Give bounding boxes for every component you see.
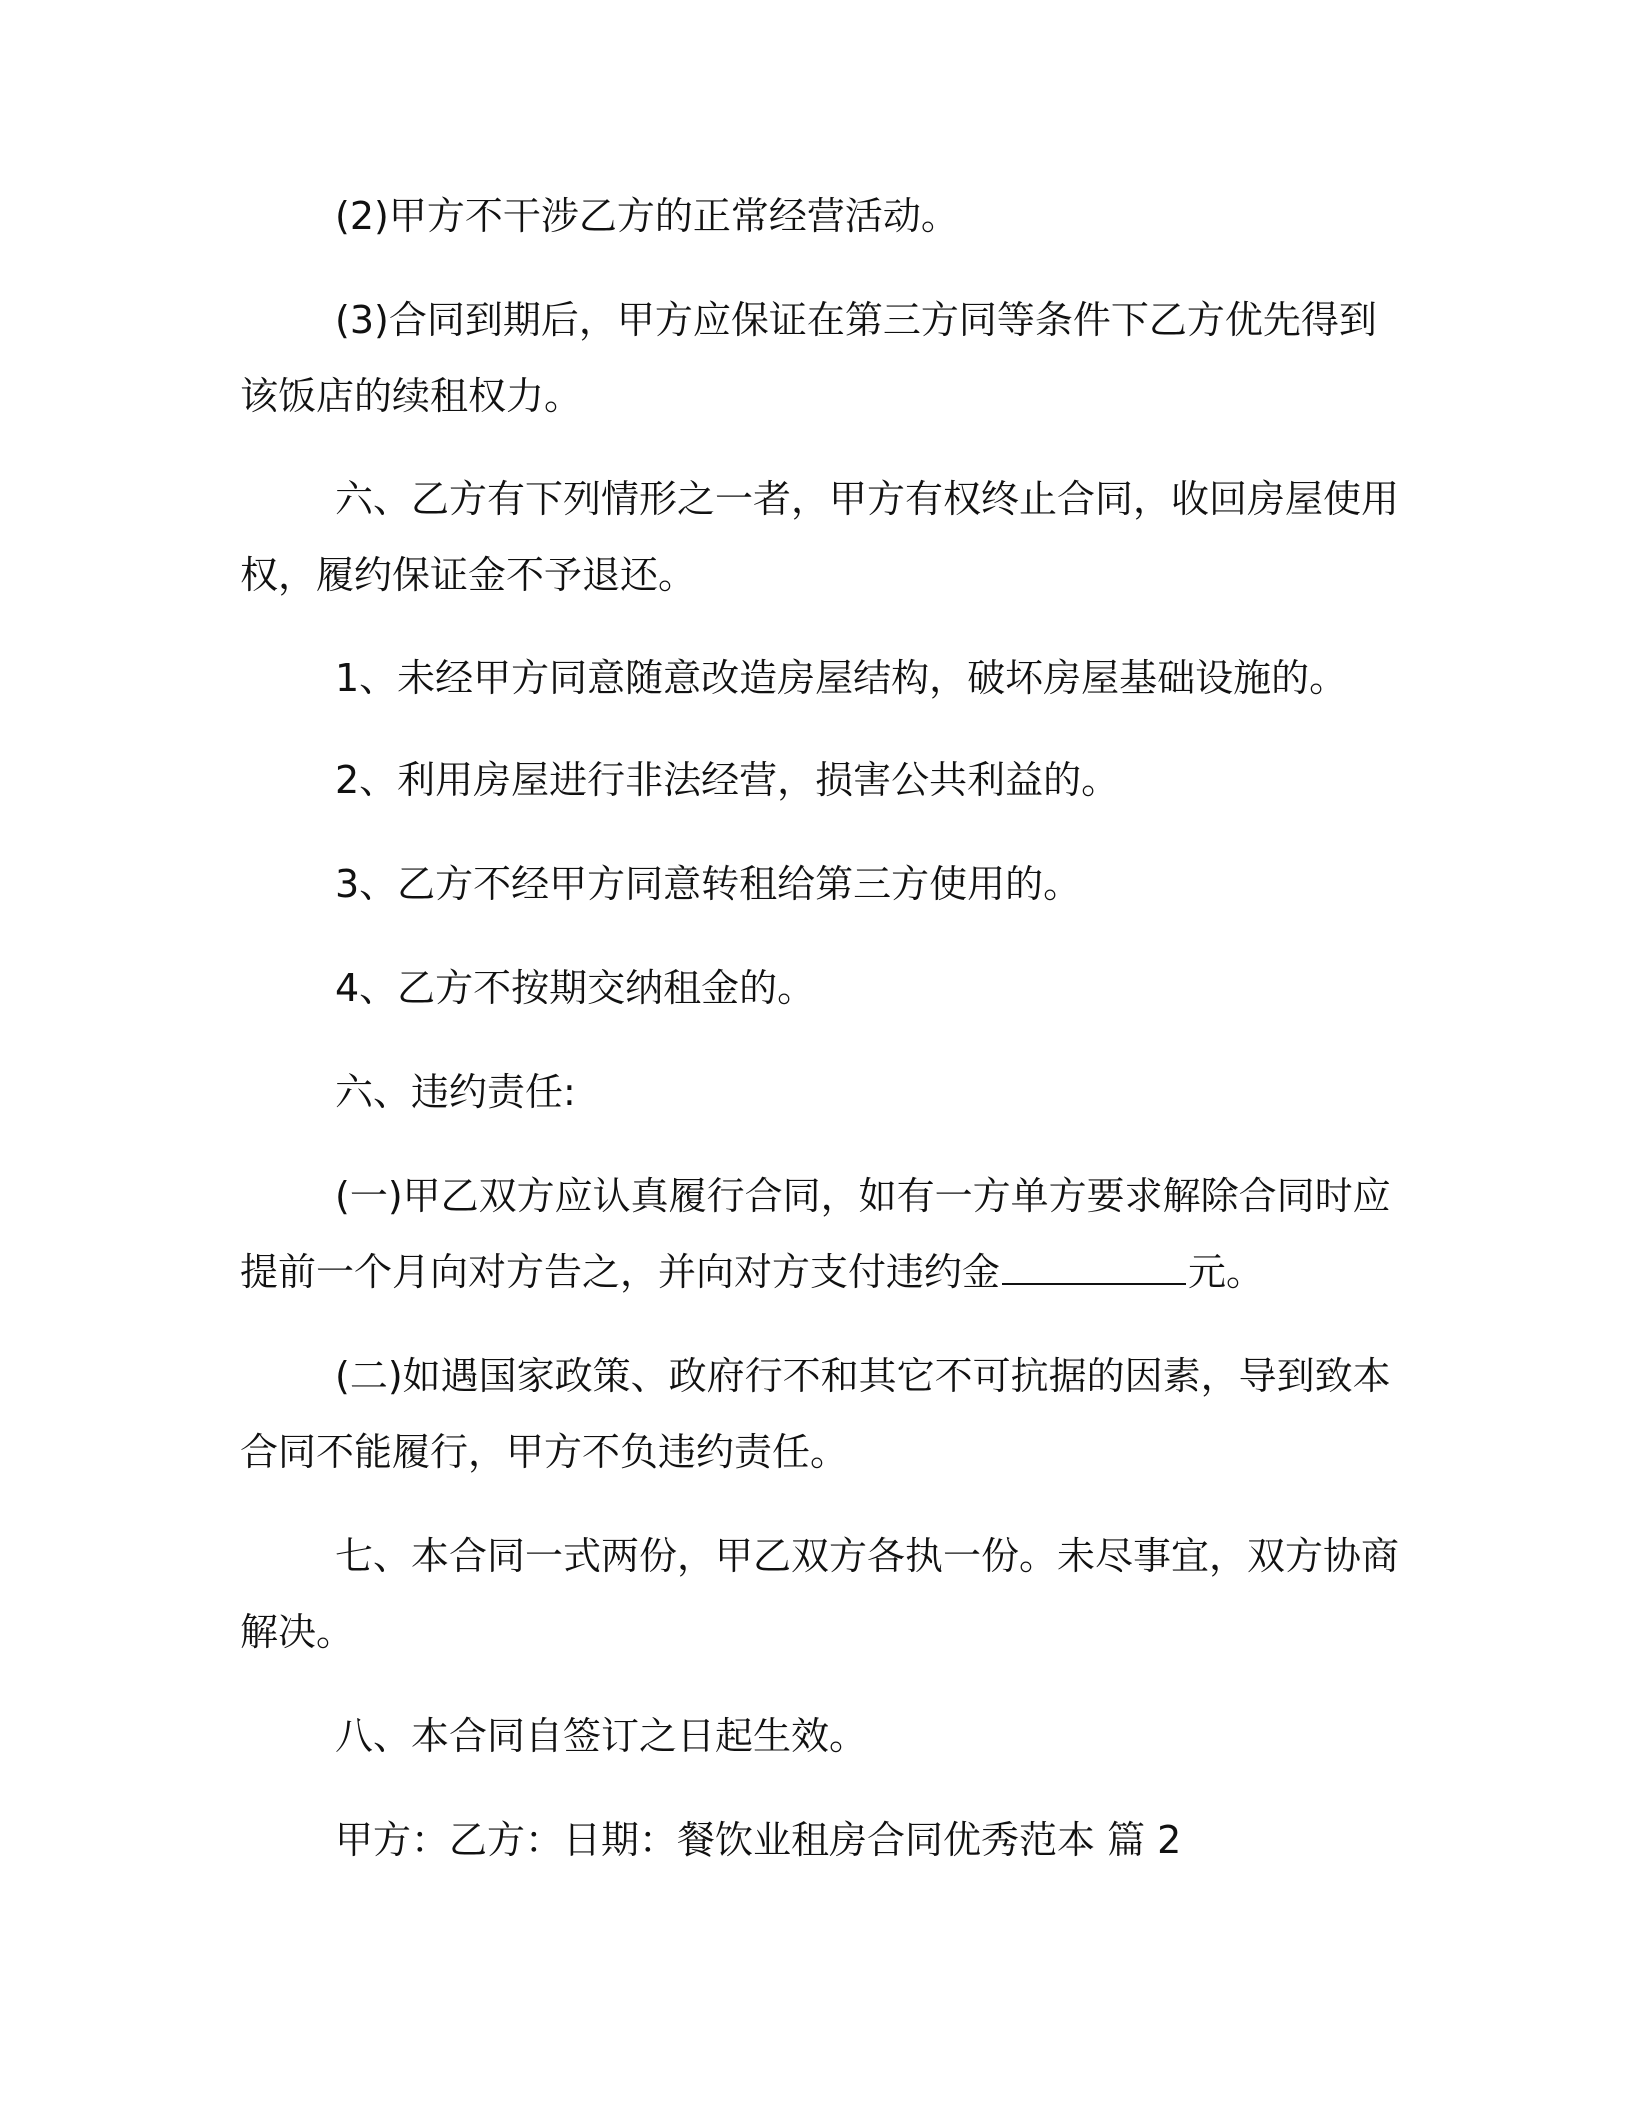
liability-one-unit: 元。 [1188,1250,1265,1294]
paragraph-clause-2: (2)甲方不干涉乙方的正常经营活动。 [335,194,959,238]
liability-one-text: (一)甲乙双方应认真履行合同，如有一方单方要求解除合同时应提前一个月向对方告之，并向对方支付违约金 [240,1174,1391,1294]
paragraph-section-six-liability: 六、违约责任: [335,1070,576,1114]
paragraph-clause-3: (3)合同到期后，甲方应保证在第三方同等条件下乙方优先得到该饭店的续租权力。 [240,298,1377,418]
paragraph-item-3: 3、乙方不经甲方同意转租给第三方使用的。 [335,862,1082,906]
paragraph-section-six-termination: 六、乙方有下列情形之一者，甲方有权终止合同，收回房屋使用权，履约保证金不予退还。 [240,477,1400,597]
paragraph-signature-line: 甲方：乙方：日期：餐饮业租房合同优秀范本 篇 2 [335,1818,1182,1862]
paragraph-item-1: 1、未经甲方同意随意改造房屋结构，破坏房屋基础设施的。 [335,656,1348,700]
paragraph-section-seven: 七、本合同一式两份，甲乙双方各执一份。未尽事宜，双方协商解决。 [240,1534,1400,1654]
paragraph-liability-one [240,1158,1400,1310]
paragraph-item-2: 2、利用房屋进行非法经营，损害公共利益的。 [335,758,1120,802]
paragraph-section-eight: 八、本合同自签订之日起生效。 [335,1714,868,1758]
paragraph-item-4: 4、乙方不按期交纳租金的。 [335,966,816,1010]
penalty-amount-blank [1002,1243,1186,1285]
paragraph-liability-two: (二)如遇国家政策、政府行不和其它不可抗据的因素，导到致本合同不能履行，甲方不负违约责任。 [240,1354,1391,1474]
